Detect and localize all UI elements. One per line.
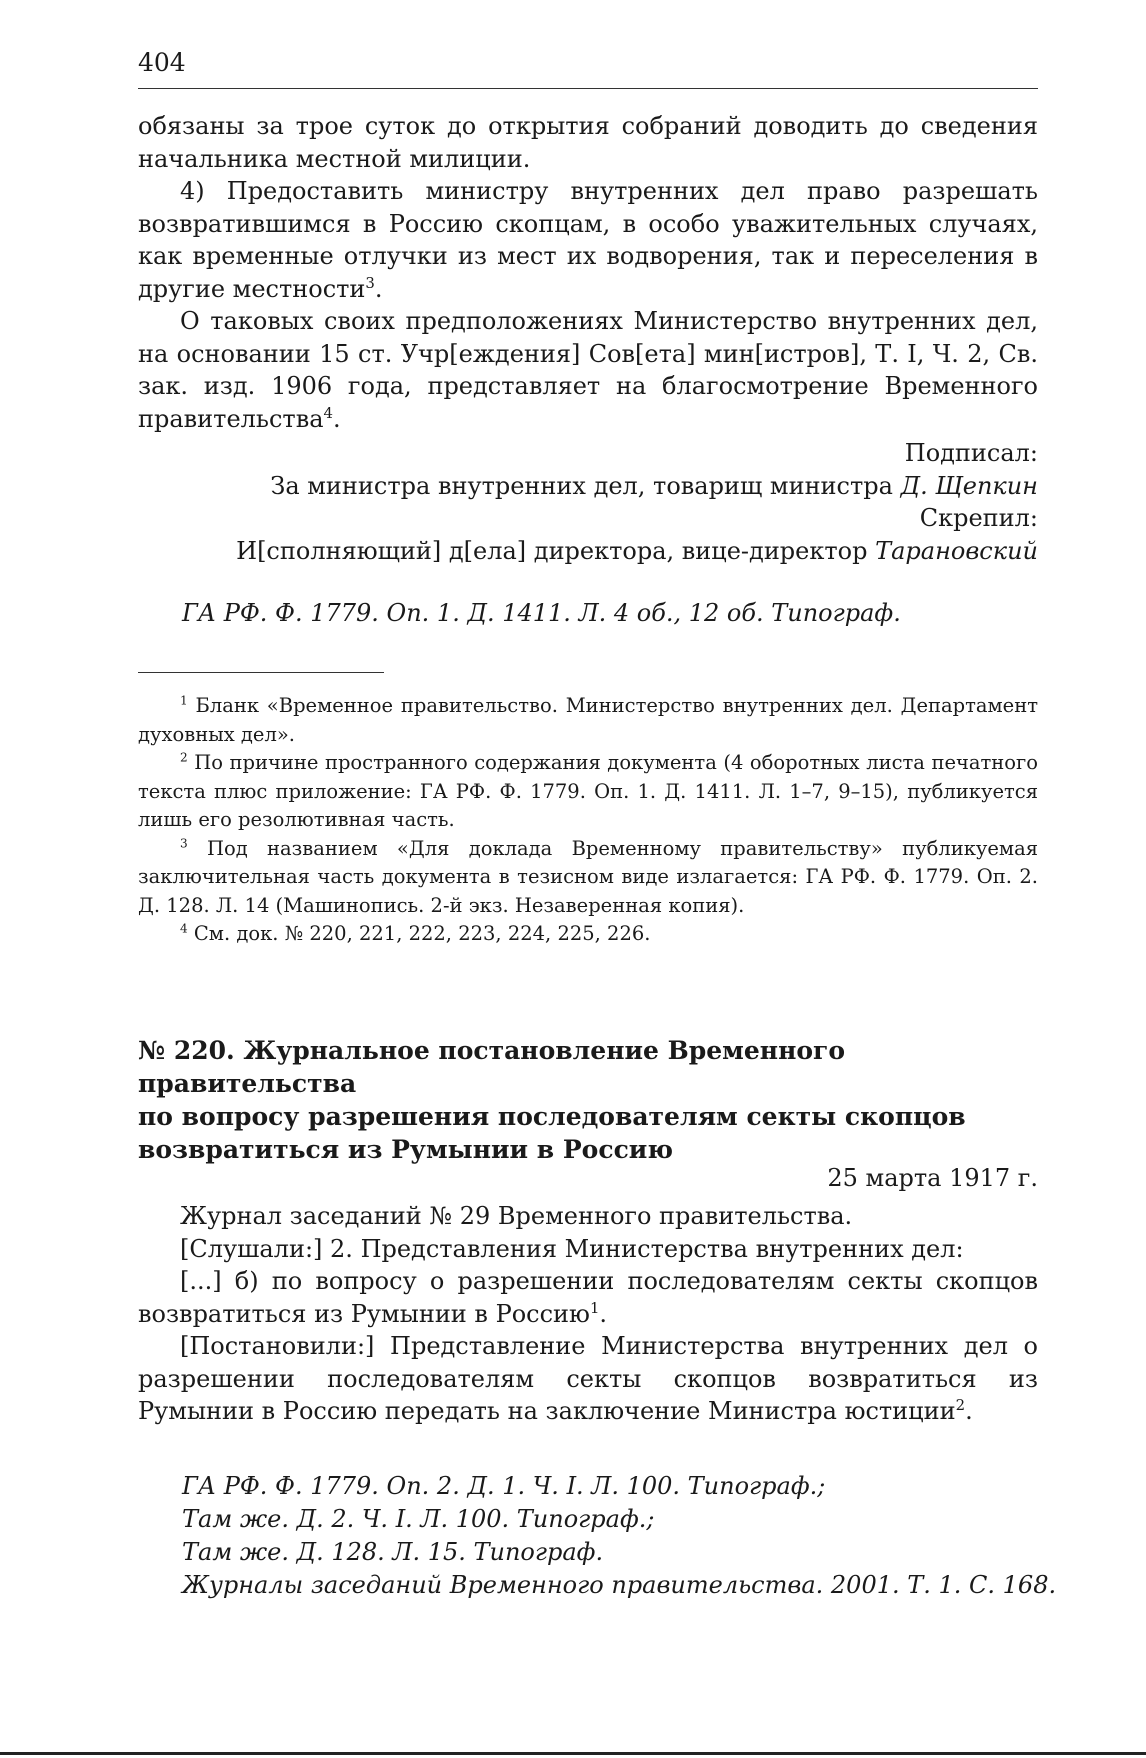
paragraph-1: обязаны за трое суток до открытия собраний доводить до сведения начальника местной милиции.: [138, 112, 1038, 173]
countersigned-label: Скрепил:: [919, 504, 1038, 532]
signature-block: [138, 437, 1038, 567]
footnote-4-text: См. док. № 220, 221, 222, 223, 224, 225, 226.: [193, 922, 651, 945]
document-paragraph-4-text: [Постановили:] Представление Министерства внутренних дел о разрешении последователям секты скопцов возвратиться из Румынии в Россию передать на заключение Министра юстиции: [138, 1332, 1038, 1425]
source-references: [182, 1470, 1056, 1602]
footnote-1: [138, 692, 1038, 749]
archive-reference: ГА РФ. Ф. 1779. Оп. 1. Д. 1411. Л. 4 об., 12 об. Типограф.: [182, 599, 901, 627]
countersigner-line: [138, 535, 1038, 568]
footnote-1-number: 1: [180, 693, 188, 708]
document-title-line-1: № 220. Журнальное постановление Временного правительства: [138, 1036, 846, 1098]
document-body: [138, 1200, 1038, 1428]
footnote-3-number: 3: [180, 836, 188, 850]
source-line-4: Журналы заседаний Временного правительства. 2001. Т. 1. С. 168.: [182, 1571, 1057, 1599]
paragraph-2: [138, 175, 1038, 305]
document-title-line-3: возвратиться из Румынии в Россию: [138, 1135, 673, 1164]
footnote-ref-1[interactable]: 1: [589, 1298, 600, 1317]
paragraph-3: [138, 305, 1038, 435]
footnote-1-text: Бланк «Временное правительство. Министерство внутренних дел. Департамент духовных дел».: [138, 694, 1038, 746]
source-line-2: Там же. Д. 2. Ч. I. Л. 100. Типограф.;: [182, 1505, 655, 1533]
header-rule: [138, 88, 1038, 89]
paragraph-2-text: 4) Предоставить министру внутренних дел право разрешать возвратившимся в Россию скопцам, в особо уважительных случаях, как временные отлучки из мест их водворения, так и переселения в другие местности: [138, 177, 1038, 303]
footnote-rule: [138, 672, 384, 673]
footnote-2: [138, 749, 1038, 835]
document-paragraph-4-end: .: [965, 1397, 973, 1425]
paragraph-3-text: О таковых своих предположениях Министерство внутренних дел, на основании 15 ст. Учр[еждения] Сов[ета] мин[истров], Т. I, Ч. 2, Св. зак. изд. 1906 года, представляет на благосмотрение Временного правительства: [138, 307, 1038, 433]
footnote-4-number: 4: [180, 921, 188, 936]
footnote-2-number: 2: [180, 750, 188, 765]
document-date: 25 марта 1917 г.: [827, 1164, 1038, 1192]
page-bottom-edge: [0, 1752, 1146, 1755]
document-title-line-2: по вопросу разрешения последователям секты скопцов: [138, 1102, 966, 1131]
footnote-4: [138, 920, 1038, 949]
footnote-2-text: По причине пространного содержания документа (4 оборотных листа печатного текста плюс приложение: ГА РФ. Ф. 1779. Оп. 1. Д. 1411. Л. 1–7, 9–15), публикуется лишь его резолютивная часть.: [138, 751, 1038, 831]
footnote-3: [138, 835, 1038, 921]
signed-label: Подписал:: [904, 439, 1038, 467]
document-paragraph-1: Журнал заседаний № 29 Временного правительства.: [180, 1202, 853, 1230]
footnotes: [138, 692, 1038, 949]
footnote-ref-4[interactable]: 4: [323, 403, 333, 422]
page-number: 404: [138, 48, 186, 77]
document-paragraph-4: [138, 1330, 1038, 1428]
document-paragraph-3-end: .: [599, 1299, 608, 1328]
footnote-ref-3[interactable]: 3: [365, 273, 375, 292]
document-paragraph-3-text: [...] б) по вопросу о разрешении последователям секты скопцов возвратиться из Румынии в Россию: [138, 1267, 1038, 1328]
document-paragraph-3: [138, 1265, 1038, 1330]
document-title: [138, 1034, 1038, 1166]
signer-line: [138, 470, 1038, 503]
paragraph-2-end: .: [374, 274, 383, 303]
document-paragraph-2: [Слушали:] 2. Представления Министерства внутренних дел:: [180, 1234, 964, 1263]
footnote-3-text: Под названием «Для доклада Временному правительству» публикуемая заключительная часть документа в тезисном виде излагается: ГА РФ. Ф. 1779. Оп. 2. Д. 128. Л. 14 (Машинопись. 2-й экз. Незаверенная копия).: [138, 836, 1039, 917]
source-line-3: Там же. Д. 128. Л. 15. Типограф.: [182, 1538, 604, 1566]
source-line-1: ГА РФ. Ф. 1779. Оп. 2. Д. 1. Ч. I. Л. 100. Типограф.;: [182, 1472, 826, 1500]
countersigner-name: Тарановский: [875, 536, 1038, 565]
body-text: [138, 110, 1038, 435]
paragraph-3-end: .: [332, 404, 341, 433]
footnote-ref-2[interactable]: 2: [955, 1396, 966, 1414]
countersigner-role: И[сполняющий] д[ела] директора, вице-директор: [236, 536, 876, 565]
signer-role: За министра внутренних дел, товарищ министра: [270, 471, 901, 500]
signer-name: Д. Щепкин: [900, 471, 1038, 500]
